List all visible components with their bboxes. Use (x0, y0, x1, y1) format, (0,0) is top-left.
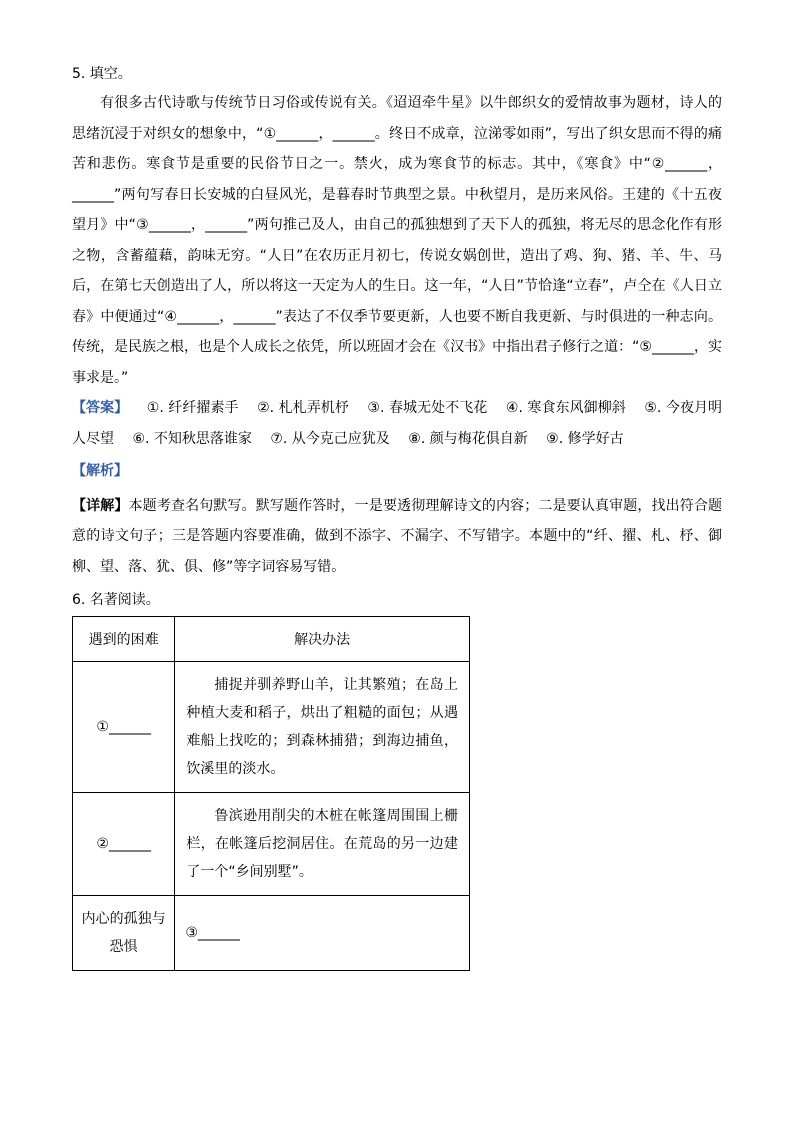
solution-cell: 鲁滨逊用削尖的木桩在帐篷周围围上栅栏，在帐篷后挖洞居住。在荒岛的另一边建了一个“乡间别墅”。 (186, 808, 458, 880)
question-5-paragraph (72, 88, 722, 393)
question-5-heading: 5. 填空。 (72, 66, 132, 82)
solution-cell-wrapper (175, 662, 470, 793)
answer-item: ①. 纤纤擢素手 (146, 400, 239, 416)
detail-block (72, 491, 722, 583)
difficulty-cell-wrapper (73, 896, 175, 971)
q5-line-8: 《人日立春》中便通过“④______，______”表达了不仅季节要更新，人也要不断自我更新、与时俱进的 (72, 278, 723, 325)
q5-line-3: 痛苦和悲伤。寒食节是重要的民俗节日之一。禁火，成为寒食节的标志。其中，《寒食》中“②______， (72, 125, 722, 172)
answer-block (72, 393, 722, 454)
answer-label: 【答案】 (72, 400, 129, 416)
question-6-heading: 6. 名著阅读。 (72, 592, 160, 608)
q5-line-10: “⑤______，实事求是。” (72, 339, 722, 386)
answer-item: ⑨. 修学好古 (546, 430, 624, 447)
table-row (73, 793, 470, 896)
q5-line-4: ______”两句写春日长安城的白昼风光，是暮春时节典型之景。中秋望月，是历来风俗。王建的《十五夜 (72, 186, 722, 203)
reading-table (72, 616, 470, 971)
answer-item: ③. 春城无处不飞花 (367, 400, 488, 416)
answer-item: ②. 札札弄机杼 (257, 400, 349, 416)
header-difficulty: 遇到的困难 (73, 617, 175, 662)
solution-cell: 捕捉并驯养野山羊，让其繁殖；在岛上种植大麦和稻子，烘出了粗糙的面包；从遇难船上找吃的；到森林捕猎；到海边捕鱼，饮溪里的淡水。 (186, 677, 458, 777)
difficulty-cell: ②______ (73, 793, 175, 896)
q5-line-9: 一种志向。传统，是民族之根，也是个人成长之依凭，所以班固才会在《汉书》中指出君子修行之道： (72, 308, 723, 355)
solution-cell-wrapper (175, 793, 470, 896)
q5-line-1: 有很多古代诗歌与传统节日习俗或传说有关。《迢迢牵牛星》以牛郎织女的爱情故事为题材，诗人的 (100, 95, 722, 111)
detail-text: 本题考查名句默写。默写题作答时，一是要透彻理解诗文的内容；二是要认真审题，找出符合题意的诗文句子；三是答题内容要准确，做到不添字、不漏字、不写错字。本题中的“纤、擢、札、杼、御柳、望、落、犹、俱、修”等字词容易写错。 (72, 497, 723, 575)
detail-label: 【详解】 (72, 497, 129, 514)
table-header-row (73, 617, 470, 662)
q5-line-5: 望月》中“③______，______”两句推己及人，由自己的孤独想到了天下人的孤独，将无尽的思念化作有 (72, 217, 708, 233)
table-row (73, 662, 470, 793)
difficulty-cell: ①______ (73, 662, 175, 793)
answer-item: ⑥. 不知秋思落谁家 (132, 430, 252, 447)
document-page (72, 60, 722, 971)
header-solution: 解决办法 (175, 617, 470, 662)
q5-line-7: 马后，在第七天创造出了人，所以将这一天定为人的生日。这一年，“人日”节恰逢“立春”，卢仝在 (72, 247, 722, 294)
answer-item: ⑤. 今夜月明人尽望 (72, 400, 723, 447)
question-5-body (72, 88, 722, 393)
analysis-label: 【解析】 (72, 463, 128, 479)
q5-line-2: 思绪沉浸于对织女的想象中，“①______，______。终日不成章，泣涕零如雨”，写出了织女思而不得的 (72, 125, 708, 142)
solution-cell: ③______ (175, 896, 470, 971)
difficulty-cell: 内心的孤独与恐惧 (81, 911, 166, 955)
q5-line-6: 形之物，含蓄蕴藉，韵味无穷。“人日”在农历正月初七，传说女娲创世，造出了鸡、狗、猪、羊、牛、 (72, 217, 722, 264)
answer-item: ④. 寒食东风御柳斜 (505, 400, 626, 416)
table-row (73, 896, 470, 971)
answer-item: ⑦. 从今克己应犹及 (270, 430, 390, 447)
answer-item: ⑧. 颜与梅花俱自新 (408, 430, 528, 447)
